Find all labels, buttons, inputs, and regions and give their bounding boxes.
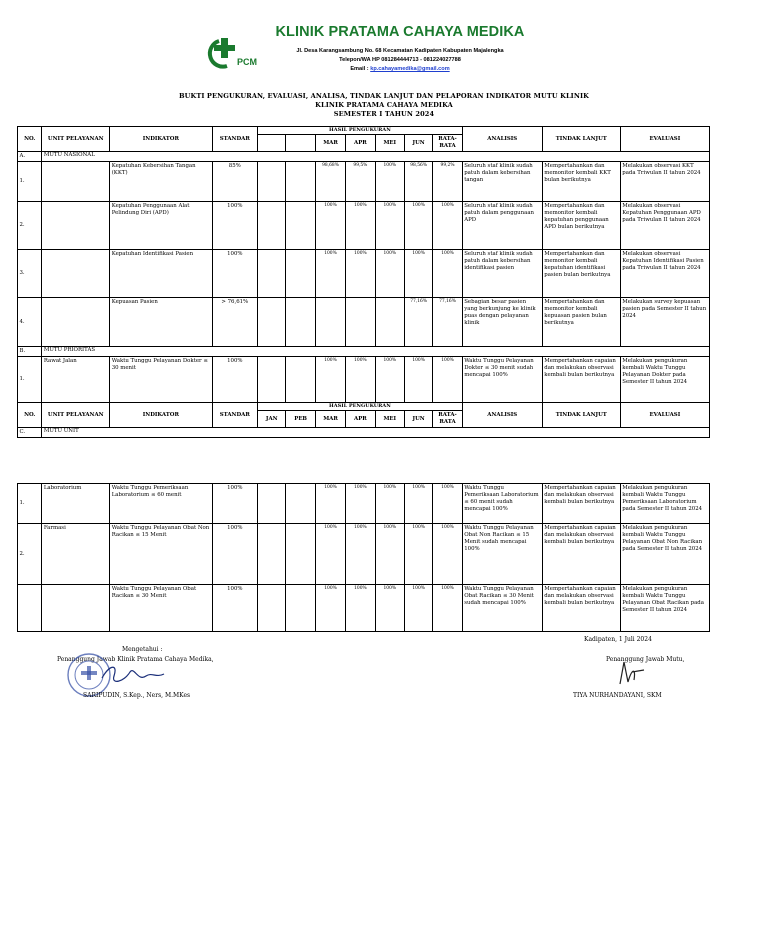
row-month-value [258,524,286,585]
table-row [18,585,710,632]
row-analisis: Seluruh staf klinik sudah patuh dalam kebersihan tangan [462,162,542,202]
col-header-unit: UNIT PELAYANAN [42,127,110,152]
row-standar: 100% [212,524,258,585]
table-row [18,202,710,250]
col-header-month: MAR [315,135,345,152]
section-row [18,152,710,162]
right-signer-role: Penanggung Jawab Mutu, [606,656,685,663]
col-header-no: NO. [18,403,42,428]
row-month-value: 77,16% [404,298,432,347]
left-signer-role: Penanggung Jawab Klinik Pratama Cahaya Medika, [57,656,214,663]
row-month-value [286,250,315,298]
row-tindak: Mempertahankan capaian dan melakukan observasi kembali bulan berikutnya [542,484,620,524]
row-month-value: 100% [315,357,345,403]
unit-table [17,483,710,632]
row-month-value: 100% [375,484,404,524]
col-header-month: APR [346,135,375,152]
section-row [18,347,710,357]
row-month-value: 100% [404,202,432,250]
row-unit: Farmasi [42,524,110,585]
row-month-value [258,202,286,250]
row-tindak: Mempertahankan capaian dan melakukan observasi kembali bulan berikutnya [542,524,620,585]
col-header-month [286,135,315,152]
row-tindak: Mempertahankan dan memonitor kembali KKT bulan berikutnya [542,162,620,202]
row-month-value: 100% [375,250,404,298]
col-header-indikator: INDIKATOR [110,403,212,428]
row-month-value: 100% [404,484,432,524]
row-month-value [286,202,315,250]
row-indikator: Waktu Tunggu Pelayanan Obat Racikan ≤ 30 Menit [110,585,212,632]
row-evaluasi: Melakukan observasi KKT pada Triwulan II tahun 2024 [620,162,709,202]
row-month-value [258,357,286,403]
col-header-standar: STANDAR [212,403,258,428]
row-month-value: 100% [375,162,404,202]
row-month-value: 100% [375,524,404,585]
col-header-month: APR [346,411,375,428]
row-evaluasi: Melakukan observasi Kepatuhan Identifikasi Pasien pada Triwulan II tahun 2024 [620,250,709,298]
row-month-value: 100% [346,585,375,632]
row-month-value [286,524,315,585]
table-row [18,357,710,403]
row-month-value: 100% [315,484,345,524]
table-row [18,250,710,298]
col-header-month: MEI [375,135,404,152]
row-month-value: 99,5% [346,162,375,202]
clinic-phone: Telepon/WA HP 081284444713 - 081224027788 [339,57,461,63]
row-month-value: 100% [346,357,375,403]
table-row [18,484,710,524]
row-month-value [258,484,286,524]
row-month-value [375,298,404,347]
section-code: C. [18,428,42,438]
row-standar: 100% [212,202,258,250]
row-unit: Rawat Jalan [42,357,110,403]
row-month-value: 100% [346,524,375,585]
row-month-value: 100% [346,484,375,524]
row-evaluasi: Melakukan pengukuran kembali Waktu Tunggu Pemeriksaan Laboratorium pada Semester II tahun 2024 [620,484,709,524]
col-header-month: MEI [375,411,404,428]
section-code: A. [18,152,42,162]
row-month-value: 100% [375,357,404,403]
row-month-value: 100% [346,202,375,250]
row-month-value: 100% [346,250,375,298]
email-link[interactable]: kp.cahayamedika@gmail.com [370,66,450,72]
row-indikator: Kepatuhan Kebersihan Tangan (KKT) [110,162,212,202]
row-month-value: 100% [315,585,345,632]
right-signature [612,658,648,688]
report-title: BUKTI PENGUKURAN, EVALUASI, ANALISA, TINDAK LANJUT DAN PELAPORAN INDIKATOR MUTU KLINIK [178,92,590,100]
row-month-value [315,298,345,347]
row-rata: 100% [433,202,462,250]
row-standar: 100% [212,585,258,632]
row-month-value [258,298,286,347]
clinic-address: Jl. Desa Karangsambung No. 68 Kecamatan Kadipaten Kabupaten Majalengka [296,48,504,54]
row-no: 1. [18,357,42,403]
row-unit [42,162,110,202]
row-indikator: Kepuasan Pasien [110,298,212,347]
row-month-value: 100% [404,524,432,585]
row-tindak: Mempertahankan dan memonitor kembali kepatuhan identifikasi pasien bulan berikutnya [542,250,620,298]
row-indikator: Waktu Tunggu Pemeriksaan Laboratorium ≤ 60 menit [110,484,212,524]
logo-text: PCM [237,57,257,67]
row-no: 1. [18,484,42,524]
row-month-value [258,585,286,632]
row-evaluasi: Melakukan observasi Kepatuhan Penggunaan APD pada Triwulan II tahun 2024 [620,202,709,250]
col-header-rata: RATA-RATA [433,135,462,152]
row-unit [42,202,110,250]
row-month-value: 100% [375,202,404,250]
row-evaluasi: Melakukan pengukuran kembali Waktu Tunggu Pelayanan Dokter pada Semester II tahun 2024 [620,357,709,403]
row-month-value: 100% [375,585,404,632]
row-indikator: Kepatuhan Penggunaan Alat Pelindung Diri (APD) [110,202,212,250]
row-standar: 100% [212,250,258,298]
row-month-value: 100% [315,202,345,250]
row-no [18,585,42,632]
row-standar: > 76,61% [212,298,258,347]
row-evaluasi: Melakukan pengukuran kembali Waktu Tunggu Pelayanan Obat Racikan pada Semester II tahun 2024 [620,585,709,632]
row-no: 1. [18,162,42,202]
row-month-value: 100% [404,585,432,632]
clinic-email-line [260,66,540,72]
row-month-value [346,298,375,347]
row-evaluasi: Melakukan pengukuran kembali Waktu Tunggu Pelayanan Obat Non Racikan pada Semester II tahun 2024 [620,524,709,585]
row-rata: 100% [433,250,462,298]
clinic-name: KLINIK PRATAMA CAHAYA MEDIKA [275,24,525,40]
row-unit [42,585,110,632]
report-period: SEMESTER I TAHUN 2024 [333,110,435,118]
row-indikator: Waktu Tunggu Pelayanan Dokter ≤ 30 menit [110,357,212,403]
row-rata: 100% [433,484,462,524]
row-month-value [258,250,286,298]
row-rata: 100% [433,524,462,585]
row-standar: 100% [212,484,258,524]
row-analisis: Waktu Tunggu Pelayanan Obat Racikan ≤ 30 Menit sudah mencapai 100% [462,585,542,632]
col-header-hasil: HASIL PENGUKURAN [258,403,463,411]
row-standar: 85% [212,162,258,202]
row-unit [42,250,110,298]
right-signer-name: TIYA NURHANDAYANI, SKM [573,692,662,699]
row-rata: 100% [433,357,462,403]
col-header-no: NO. [18,127,42,152]
header-row [18,403,710,411]
row-tindak: Mempertahankan capaian dan melakukan observasi kembali bulan berikutnya [542,357,620,403]
row-evaluasi: Melakukan survey kepuasan pasien pada Semester II tahun 2024 [620,298,709,347]
header-row [18,127,710,135]
col-header-evaluasi: EVALUASI [620,127,709,152]
row-indikator: Kepatuhan Identifikasi Pasien [110,250,212,298]
row-month-value: 98,56% [404,162,432,202]
col-header-evaluasi: EVALUASI [620,403,709,428]
col-header-hasil: HASIL PENGUKURAN [258,127,463,135]
section-label: MUTU UNIT [42,428,710,438]
col-header-month: JUN [404,135,432,152]
col-header-standar: STANDAR [212,127,258,152]
row-month-value [286,484,315,524]
row-month-value [286,298,315,347]
row-unit [42,298,110,347]
row-rata: 77,16% [433,298,462,347]
row-no: 4. [18,298,42,347]
table-row [18,162,710,202]
col-header-month: PEB [286,411,315,428]
section-label: MUTU PRIORITAS [42,347,710,357]
col-header-month: JAN [258,411,286,428]
row-analisis: Waktu Tunggu Pelayanan Obat Non Racikan ≤ 15 Menit sudah mencapai 100% [462,524,542,585]
col-header-tindak: TINDAK LANJUT [542,127,620,152]
col-header-indikator: INDIKATOR [110,127,212,152]
row-indikator: Waktu Tunggu Pelayanan Obat Non Racikan ≤ 15 Menit [110,524,212,585]
row-rata: 99,2% [433,162,462,202]
row-no: 3. [18,250,42,298]
row-analisis: Seluruh staf klinik sudah patuh dalam kebersihan identifikasi pasien [462,250,542,298]
col-header-unit: UNIT PELAYANAN [42,403,110,428]
left-signature [96,660,168,690]
table-row [18,298,710,347]
row-analisis: Waktu Tunggu Pelayanan Dokter ≤ 30 menit sudah mencapai 100% [462,357,542,403]
section-label: MUTU NASIONAL [42,152,710,162]
row-analisis: Sebagian besar pasien yang berkunjung ke klinik puas dengan pelayanan klinik [462,298,542,347]
col-header-month: JUN [404,411,432,428]
row-tindak: Mempertahankan dan memonitor kembali kepuasan pasien bulan berikutnya [542,298,620,347]
place-date: Kadipaten, 1 Juli 2024 [584,636,652,643]
indicator-table [17,126,710,438]
row-no: 2. [18,524,42,585]
table-row [18,524,710,585]
row-analisis: Waktu Tunggu Pemeriksaan Laboratorium ≤ 60 menit sudah mencapai 100% [462,484,542,524]
row-standar: 100% [212,357,258,403]
acknowledged-label: Mengetahui : [122,646,163,653]
col-header-analisis: ANALISIS [462,127,542,152]
row-month-value [286,357,315,403]
col-header-month: MAR [315,411,345,428]
row-month-value [286,585,315,632]
col-header-rata: RATA-RATA [433,411,462,428]
row-rata: 100% [433,585,462,632]
row-month-value [258,162,286,202]
row-month-value: 100% [404,250,432,298]
col-header-tindak: TINDAK LANJUT [542,403,620,428]
report-subtitle: KLINIK PRATAMA CAHAYA MEDIKA [315,101,453,109]
row-month-value: 100% [404,357,432,403]
col-header-month [258,135,286,152]
left-signer-name: SARIPUDIN, S.Kep., Ners, M.MKes [83,692,191,699]
row-month-value [286,162,315,202]
row-unit: Laboratorium [42,484,110,524]
col-header-analisis: ANALISIS [462,403,542,428]
clinic-logo [203,35,257,71]
row-month-value: 100% [315,524,345,585]
section-code: B. [18,347,42,357]
row-month-value: 98,68% [315,162,345,202]
row-tindak: Mempertahankan dan memonitor kembali kepatuhan penggunaan APD bulan berikutnya [542,202,620,250]
row-tindak: Mempertahankan capaian dan melakukan observasi kembali bulan berikutnya [542,585,620,632]
row-analisis: Seluruh staf klinik sudah patuh dalam penggunaan APD [462,202,542,250]
row-month-value: 100% [315,250,345,298]
email-label: Email : [350,66,371,72]
section-row [18,428,710,438]
row-no: 2. [18,202,42,250]
